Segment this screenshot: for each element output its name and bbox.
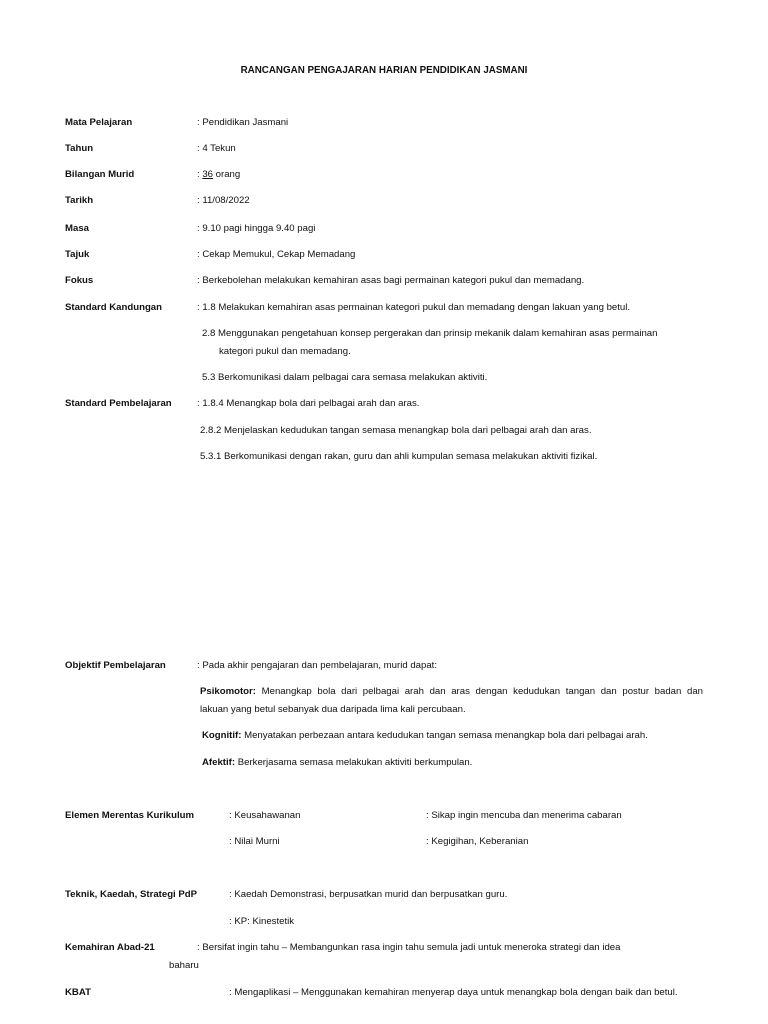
emk-row-2-right: : Kegigihan, Keberanian bbox=[426, 836, 529, 847]
tahun-label: Tahun bbox=[65, 143, 94, 154]
kognitif-label: Kognitif: bbox=[202, 730, 242, 741]
tarikh-value: : 11/08/2022 bbox=[197, 195, 250, 206]
mata-pelajaran-value: : Pendidikan Jasmani bbox=[197, 117, 289, 128]
bilangan-murid-suffix: orang bbox=[213, 169, 241, 180]
standard-pembelajaran-label: Standard Pembelajaran bbox=[65, 398, 172, 409]
abad21-line-1: : Bersifat ingin tahu – Membangunkan rasa ingin tahu semula jadi untuk meneroka strategi dan idea bbox=[197, 942, 621, 953]
afektif-label: Afektif: bbox=[202, 757, 236, 768]
bilangan-murid-value bbox=[197, 169, 240, 181]
afektif-line bbox=[202, 757, 472, 769]
objektif-intro: : Pada akhir pengajaran dan pembelajaran, murid dapat: bbox=[197, 660, 438, 671]
tajuk-label: Tajuk bbox=[65, 249, 90, 260]
kognitif-line bbox=[202, 730, 648, 742]
bilangan-murid-prefix: : bbox=[197, 169, 203, 180]
standard-kandungan-item-3: 5.3 Berkomunikasi dalam pelbagai cara semasa melakukan aktiviti. bbox=[202, 372, 488, 383]
psikomotor-text: Menangkap bola dari pelbagai arah dan aras dengan kedudukan tangan dan postur badan dan bbox=[261, 686, 703, 697]
masa-label: Masa bbox=[65, 223, 89, 234]
psikomotor-label: Psikomotor: bbox=[200, 686, 256, 697]
tajuk-value: : Cekap Memukul, Cekap Memadang bbox=[197, 249, 356, 260]
tarikh-label: Tarikh bbox=[65, 195, 94, 206]
kbat-text: : Mengaplikasi – Menggunakan kemahiran menyerap daya untuk menangkap bola dengan baik dan betul. bbox=[229, 987, 678, 998]
teknik-label: Teknik, Kaedah, Strategi PdP bbox=[65, 889, 198, 900]
objektif-label: Objektif Pembelajaran bbox=[65, 660, 166, 671]
standard-kandungan-item-2-cont: kategori pukul dan memadang. bbox=[219, 346, 351, 357]
teknik-line-1: : Kaedah Demonstrasi, berpusatkan murid dan berpusatkan guru. bbox=[229, 889, 508, 900]
kbat-label: KBAT bbox=[65, 987, 91, 998]
abad21-line-2: baharu bbox=[169, 960, 199, 971]
psikomotor-line-2: lakuan yang betul sebanyak dua daripada lima kali percubaan. bbox=[200, 704, 466, 715]
bilangan-murid-label: Bilangan Murid bbox=[65, 169, 135, 180]
emk-row-1-right: : Sikap ingin mencuba dan menerima cabaran bbox=[426, 810, 622, 821]
standard-pembelajaran-item-3: 5.3.1 Berkomunikasi dengan rakan, guru dan ahli kumpulan semasa melakukan aktiviti fizikal. bbox=[200, 451, 598, 462]
document-title: RANCANGAN PENGAJARAN HARIAN PENDIDIKAN JASMANI bbox=[240, 65, 528, 76]
masa-value: : 9.10 pagi hingga 9.40 pagi bbox=[197, 223, 316, 234]
mata-pelajaran-label: Mata Pelajaran bbox=[65, 117, 133, 128]
psikomotor-line-1 bbox=[200, 686, 703, 698]
afektif-text: Berkerjasama semasa melakukan aktiviti berkumpulan. bbox=[237, 757, 473, 768]
bilangan-murid-number: 36 bbox=[202, 169, 214, 180]
kognitif-text: Menyatakan perbezaan antara kedudukan tangan semasa menangkap bola dari pelbagai arah. bbox=[244, 730, 648, 741]
standard-kandungan-label: Standard Kandungan bbox=[65, 302, 163, 313]
emk-row-2-left: : Nilai Murni bbox=[229, 836, 280, 847]
tahun-value: : 4 Tekun bbox=[197, 143, 236, 154]
teknik-line-2: : KP: Kinestetik bbox=[229, 916, 295, 927]
standard-kandungan-item-1: : 1.8 Melakukan kemahiran asas permainan kategori pukul dan memadang dengan lakuan yang betul. bbox=[197, 302, 631, 313]
standard-pembelajaran-item-1: : 1.8.4 Menangkap bola dari pelbagai arah dan aras. bbox=[197, 398, 420, 409]
standard-kandungan-item-2: 2.8 Menggunakan pengetahuan konsep pergerakan dan prinsip mekanik dalam kemahiran asas permainan bbox=[202, 328, 658, 339]
fokus-label: Fokus bbox=[65, 275, 94, 286]
emk-row-1-left: : Keusahawanan bbox=[229, 810, 301, 821]
fokus-value: : Berkebolehan melakukan kemahiran asas bagi permainan kategori pukul dan memadang. bbox=[197, 275, 585, 286]
abad21-label: Kemahiran Abad-21 bbox=[65, 942, 155, 953]
emk-label: Elemen Merentas Kurikulum bbox=[65, 810, 195, 821]
standard-pembelajaran-item-2: 2.8.2 Menjelaskan kedudukan tangan semasa menangkap bola dari pelbagai arah dan aras. bbox=[200, 425, 592, 436]
